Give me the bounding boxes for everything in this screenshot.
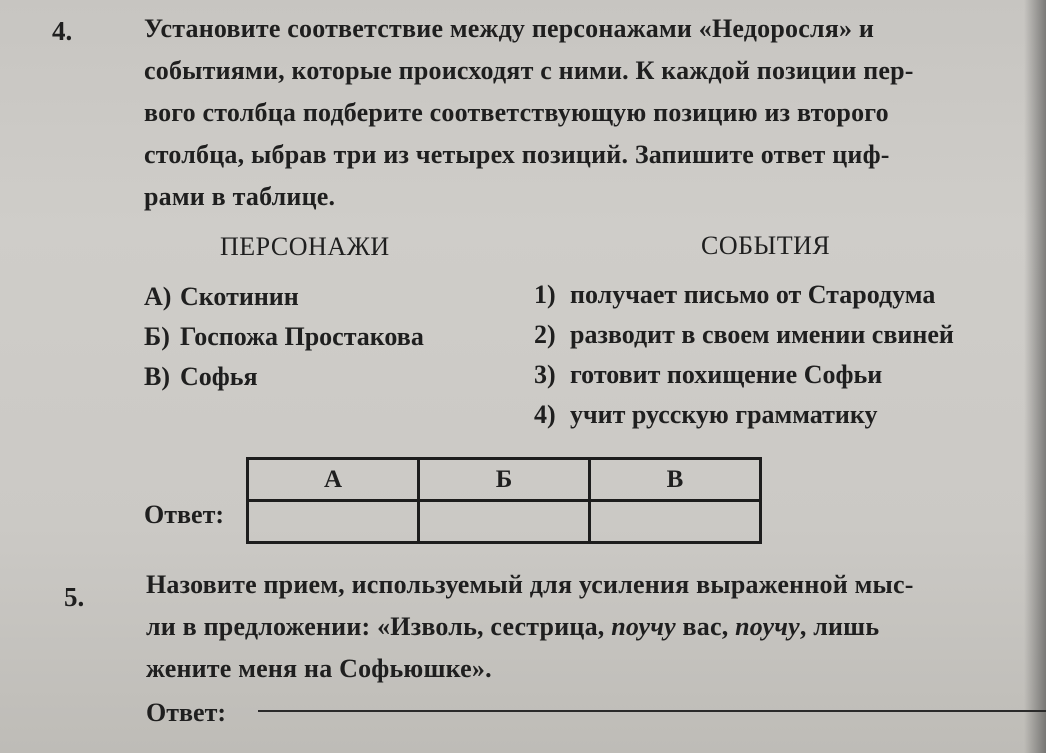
task-5-emphasis-2: поучу — [735, 612, 800, 641]
event-3-text: готовит похищение Софьи — [570, 360, 883, 389]
character-b-mark: Б) — [144, 322, 170, 351]
answer-table-header-row — [248, 459, 761, 501]
characters-heading: ПЕРСОНАЖИ — [220, 232, 390, 261]
event-3 — [534, 360, 882, 390]
event-1-text: получает письмо от Стародума — [570, 280, 936, 309]
character-c-text: Софья — [180, 362, 258, 391]
task-5-answer-line[interactable] — [258, 710, 1046, 712]
event-4-mark: 4) — [534, 400, 556, 429]
task-4-answer-label: Ответ: — [144, 500, 225, 529]
answer-cell-a[interactable] — [248, 501, 419, 543]
character-a — [144, 282, 299, 312]
answer-table — [246, 457, 762, 544]
event-2 — [534, 320, 954, 350]
answer-table-value-row — [248, 501, 761, 543]
task-5-line-3: жените меня на Софьюшке». — [146, 654, 492, 683]
character-c-mark: В) — [144, 362, 170, 391]
character-a-text: Скотинин — [180, 282, 299, 311]
task-5-answer-label: Ответ: — [146, 698, 227, 727]
character-b-text: Госпожа Простакова — [180, 322, 424, 351]
task-5-line-2-mid: вас, — [675, 612, 736, 641]
answer-header-b: Б — [419, 459, 590, 501]
event-2-text: разводит в своем имении свиней — [570, 320, 954, 349]
task-5-number: 5. — [64, 582, 85, 612]
task-4-line-4: столбца, ыбрав три из четырех позиций. Запишите ответ циф- — [144, 140, 890, 169]
answer-cell-c[interactable] — [590, 501, 761, 543]
answer-header-c: В — [590, 459, 761, 501]
task-4-number: 4. — [52, 16, 73, 46]
event-1-mark: 1) — [534, 280, 556, 309]
task-5-line-2-start: ли в предложении: «Изволь, сестрица, — [146, 612, 612, 641]
event-3-mark: 3) — [534, 360, 556, 389]
answer-header-a: А — [248, 459, 419, 501]
task-4-line-5: рами в таблице. — [144, 182, 336, 211]
task-4-line-2: событиями, которые происходят с ними. К каждой позиции пер- — [144, 56, 914, 85]
task-4-line-1: Установите соответствие между персонажами «Недоросля» и — [144, 14, 875, 43]
task-4-line-3: вого столбца подберите соответствующую позицию из второго — [144, 98, 889, 127]
character-c — [144, 362, 258, 392]
event-2-mark: 2) — [534, 320, 556, 349]
answer-cell-b[interactable] — [419, 501, 590, 543]
event-1 — [534, 280, 935, 310]
character-b — [144, 322, 424, 352]
page-edge-shadow — [1024, 0, 1046, 753]
task-5-line-1: Назовите прием, используемый для усиления выраженной мыс- — [146, 570, 914, 599]
events-heading: СОБЫТИЯ — [701, 231, 831, 260]
task-5-emphasis-1: поучу — [611, 612, 676, 641]
task-5-line-2-end: , лишь — [799, 612, 880, 641]
character-a-mark: А) — [144, 282, 172, 311]
event-4-text: учит русскую грамматику — [570, 400, 878, 429]
task-5-line-2 — [146, 612, 879, 642]
event-4 — [534, 400, 878, 430]
